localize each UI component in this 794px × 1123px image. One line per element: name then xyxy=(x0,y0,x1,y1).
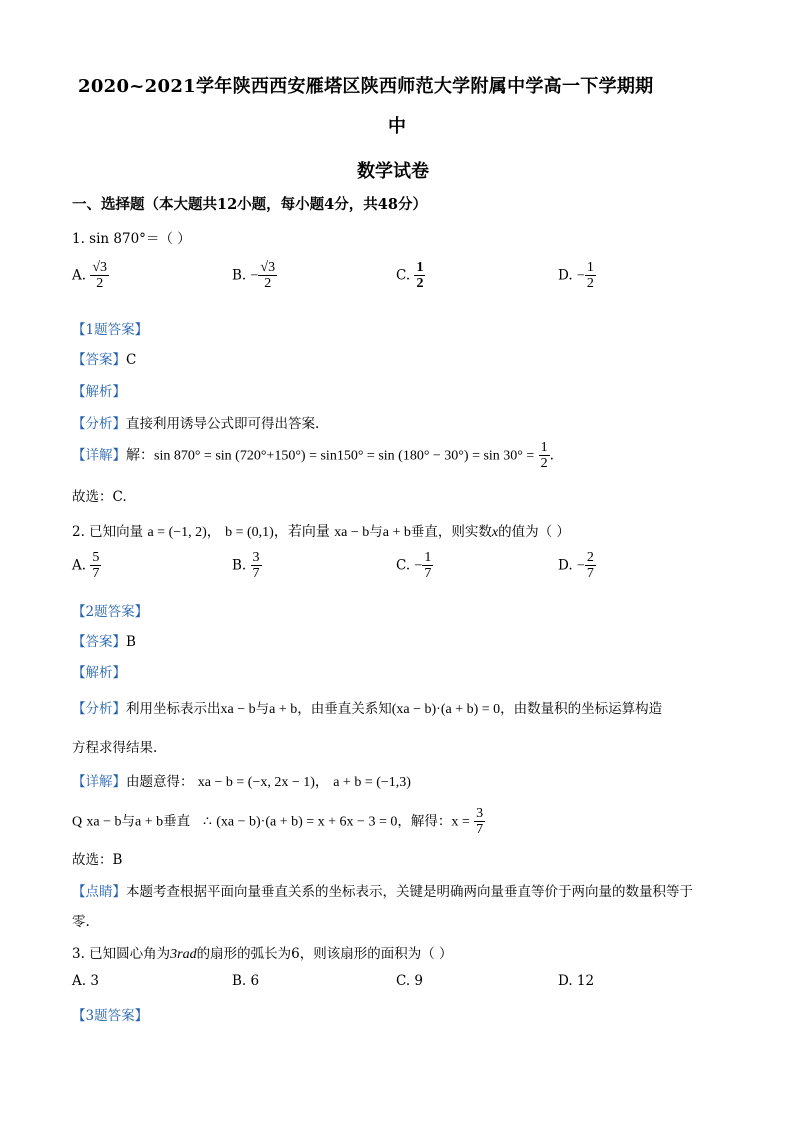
q1-option-d: D. − $\frac{1}{2}$ xyxy=(558,260,594,292)
document-subject: 数学试卷 xyxy=(357,161,429,182)
q2-answer-tag: 【2题答案】 xyxy=(72,604,149,620)
q2-point-line2: 零. xyxy=(72,914,90,930)
q1-fenxi: 【分析】直接利用诱导公式即可得出答案. xyxy=(72,416,320,432)
q1-option-c: C. $\frac{1}{2}$ xyxy=(396,260,424,292)
q1-choose: 故选：C. xyxy=(72,489,127,505)
q2-answer: 【答案】B xyxy=(72,634,136,650)
q1-option-a: A. $\frac{√3}{2}$ xyxy=(72,260,108,292)
document-title-continued: 中 xyxy=(388,116,407,137)
q2-fenxi-line2: 方程求得结果. xyxy=(72,740,158,756)
q3-answer-tag: 【3题答案】 xyxy=(72,1008,149,1024)
q2-fenxi: 【分析】利用坐标表示出xa − b与a + b，由垂直关系知(xa − b)·(a + b) = 0，由数量积的坐标运算构造 xyxy=(72,701,663,717)
section-heading: 一、选择题（本大题共12小题，每小题4分，共48分） xyxy=(72,196,427,213)
q2-analysis-label: 【解析】 xyxy=(72,665,126,681)
q2-option-c: C. − $\frac{1}{7}$ xyxy=(396,550,432,582)
q1-answer: 【答案】C xyxy=(72,352,137,368)
q1-answer-tag: 【1题答案】 xyxy=(72,322,149,338)
q2-option-a: A. $\frac{5}{7}$ xyxy=(72,550,100,582)
q3-stem: 3. 已知圆心角为3rad的扇形的弧长为6，则该扇形的面积为（ ） xyxy=(72,946,453,962)
q1-analysis-label: 【解析】 xyxy=(72,384,126,400)
q2-detail: 【详解】由题意得： xa − b = (−x, 2x − 1)， a + b = (−1,3) xyxy=(72,774,411,790)
q1-detail: 【详解】解：sin 870° = sin (720°+150°) = sin150° = sin (180° − 30°) = sin 30° = $\frac{1}{2}$ . xyxy=(72,440,554,472)
q2-point: 【点睛】本题考查根据平面向量垂直关系的坐标表示，关键是明确两向量垂直等价于两向量的数量积等于 xyxy=(72,884,693,900)
q3-option-b: B. 6 xyxy=(232,973,260,989)
q2-stem: 2. 已知向量 a = (−1, 2)， b = (0,1)，若向量 xa − b与a + b垂直，则实数x的值为（ ） xyxy=(72,524,570,540)
q2-choose: 故选：B xyxy=(72,852,123,868)
q3-option-d: D. 12 xyxy=(558,973,595,989)
q2-option-d: D. − $\frac{2}{7}$ xyxy=(558,550,594,582)
q2-option-b: B. $\frac{3}{7}$ xyxy=(232,550,260,582)
q1-stem: 1. sin 870°＝（ ） xyxy=(72,231,191,247)
document-title: 2020~2021学年陕西西安雁塔区陕西师范大学附属中学高一下学期期 xyxy=(78,76,654,97)
q3-option-c: C. 9 xyxy=(396,973,424,989)
q2-derivation: Q xa − b与a + b垂直 ∴ (xa − b)·(a + b) = x + 6x − 3 = 0，解得：x = $\frac{3}{7}$ xyxy=(72,806,484,838)
q3-option-a: A. 3 xyxy=(72,973,99,989)
q1-option-b: B. − $\frac{√3}{2}$ xyxy=(232,260,276,292)
